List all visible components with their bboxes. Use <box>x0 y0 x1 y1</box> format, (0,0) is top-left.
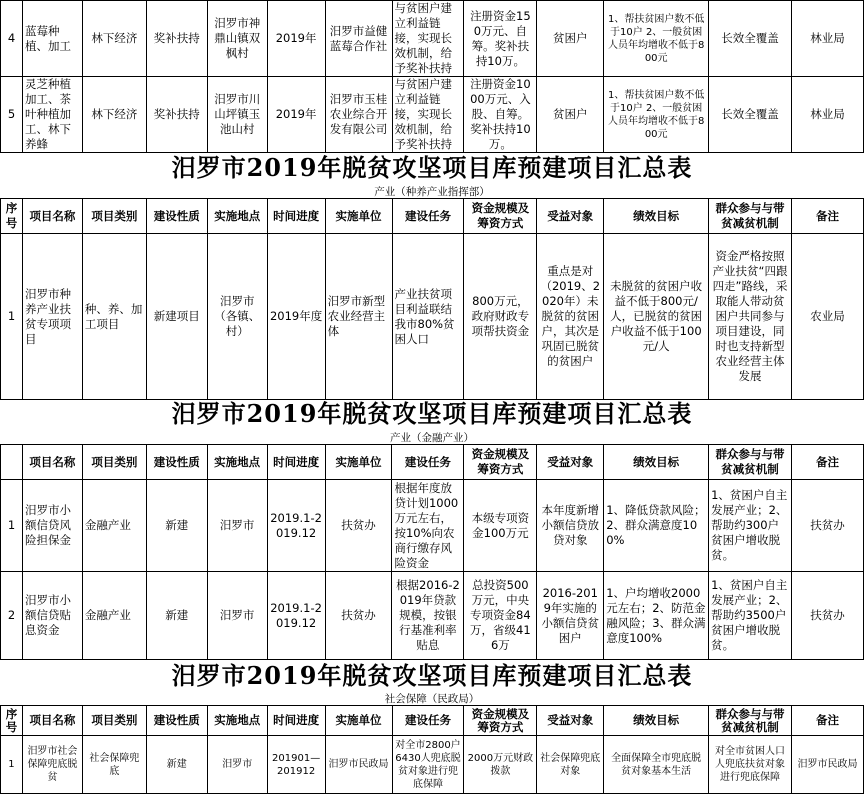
cell-place: 汨罗市（各镇、村） <box>207 234 267 400</box>
cell-time: 2019年度 <box>267 234 325 400</box>
cell-type: 林下经济 <box>82 77 146 153</box>
header-cell: 建设性质 <box>146 199 207 234</box>
cell-place: 汨罗市 <box>207 480 267 572</box>
cell-mass: 对全市贫困人口人兜底扶贫对象进行兜底保障 <box>709 736 792 794</box>
cell-place: 汨罗市川山坪镇玉池山村 <box>207 77 267 153</box>
header-cell: 项目类别 <box>82 706 146 736</box>
header-cell: 受益对象 <box>537 445 604 480</box>
header-cell: 建设性质 <box>146 706 207 736</box>
cell-target: 本年度新增小额信贷放贷对象 <box>537 480 604 572</box>
cell-unit: 汨罗市玉桂农业综合开发有限公司 <box>325 77 392 153</box>
section-title: 汨罗市2019年脱贫攻坚项目库预建项目汇总表 <box>171 661 693 690</box>
header-cell: 项目名称 <box>22 199 82 234</box>
section-title: 汨罗市2019年脱贫攻坚项目库预建项目汇总表 <box>171 399 693 428</box>
cell-fund: 800万元，政府财政专项帮扶资金 <box>464 234 537 400</box>
table-row <box>1 77 864 153</box>
cell-nature: 奖补扶持 <box>146 77 207 153</box>
header-cell: 绩效目标 <box>604 706 709 736</box>
cell-mass: 长效全覆盖 <box>709 77 792 153</box>
cell-mass: 1、贫困户自主发展产业；2、帮助约3500户贫困户增收脱贫。 <box>709 572 792 660</box>
section-subtitle: 产业（种养产业指挥部） <box>374 186 490 198</box>
cell-note: 汨罗市民政局 <box>792 736 864 794</box>
cell-task: 与贫困户建立利益链接，实现长效机制，给予奖补扶持 <box>392 1 464 77</box>
cell-name: 灵芝种植加工、茶叶种植加工、林下养蜂 <box>22 77 82 153</box>
cell-type: 种、养、加工项目 <box>82 234 146 400</box>
header-cell: 序号 <box>1 199 23 234</box>
cell-nature: 新建项目 <box>146 234 207 400</box>
header-cell: 群众参与与带贫减贫机制 <box>709 706 792 736</box>
table-header-row <box>1 706 864 736</box>
cell-name: 汨罗市种养产业扶贫专项项目 <box>22 234 82 400</box>
section-title: 汨罗市2019年脱贫攻坚项目库预建项目汇总表 <box>171 153 693 182</box>
cell-unit: 扶贫办 <box>325 572 392 660</box>
cell-target: 社会保障兜底对象 <box>537 736 604 794</box>
header-cell: 资金规模及筹资方式 <box>464 706 537 736</box>
cell-goal: 1、降低贷款风险；2、群众满意度100% <box>604 480 709 572</box>
header-cell <box>1 445 23 480</box>
header-cell: 受益对象 <box>537 199 604 234</box>
header-cell: 建设性质 <box>146 445 207 480</box>
cell-task: 根据年度放贷计划1000万元左右，按10%向农商行缴存风险资金 <box>392 480 464 572</box>
header-cell: 群众参与与带贫减贫机制 <box>709 445 792 480</box>
cell-nature: 新建 <box>146 480 207 572</box>
table-row <box>1 1 864 77</box>
top-table <box>0 0 864 153</box>
header-cell: 资金规模及筹资方式 <box>464 199 537 234</box>
cell-mass: 资金严格按照产业扶贫“四跟四走”路线，采取能人带动贫困户共同参与项目建设，同时也支持新型农业经营主体发展 <box>709 234 792 400</box>
cell-no: 2 <box>1 572 23 660</box>
header-cell: 资金规模及筹资方式 <box>464 445 537 480</box>
cell-target: 贫困户 <box>537 1 604 77</box>
header-cell: 项目类别 <box>82 445 146 480</box>
cell-unit: 汨罗市新型农业经营主体 <box>325 234 392 400</box>
section-subtitle: 产业（金融产业） <box>390 432 474 444</box>
header-cell: 实施地点 <box>207 445 267 480</box>
cell-name: 汨罗市小额信贷贴息资金 <box>22 572 82 660</box>
header-cell: 建设任务 <box>392 706 464 736</box>
cell-target: 重点是对（2019、2020年）未脱贫的贫困户，其次是巩固已脱贫的贫困户 <box>537 234 604 400</box>
cell-time: 2019年 <box>267 1 325 77</box>
cell-no: 5 <box>1 77 23 153</box>
cell-no: 1 <box>1 480 23 572</box>
cell-fund: 注册资金1000万元、入股、自筹。奖补扶持10万。 <box>464 77 537 153</box>
cell-no: 4 <box>1 1 23 77</box>
cell-no: 1 <box>1 736 23 794</box>
header-cell: 建设任务 <box>392 445 464 480</box>
header-cell: 项目类别 <box>82 199 146 234</box>
cell-type: 金融产业 <box>82 572 146 660</box>
cell-goal: 全面保障全市兜底脱贫对象基本生活 <box>604 736 709 794</box>
header-cell: 序号 <box>1 706 23 736</box>
table-header-row <box>1 199 864 234</box>
cell-time: 2019.1-2019.12 <box>267 480 325 572</box>
header-cell: 时间进度 <box>267 445 325 480</box>
cell-unit: 扶贫办 <box>325 480 392 572</box>
cell-time: 2019年 <box>267 77 325 153</box>
cell-note: 扶贫办 <box>791 572 863 660</box>
header-cell: 实施单位 <box>325 445 392 480</box>
section-table <box>0 705 864 794</box>
cell-place: 汨罗市 <box>207 572 267 660</box>
cell-fund: 本级专项资金100万元 <box>464 480 537 572</box>
cell-note: 林业局 <box>792 77 864 153</box>
table-header-row <box>1 445 864 480</box>
cell-note: 扶贫办 <box>791 480 863 572</box>
header-cell: 时间进度 <box>267 199 325 234</box>
header-cell: 备注 <box>791 445 863 480</box>
cell-task: 根据2016-2019年贷款规模，按银行基准利率贴息 <box>392 572 464 660</box>
header-cell: 备注 <box>792 199 864 234</box>
cell-target: 2016-2019年实施的小额信贷贫困户 <box>537 572 604 660</box>
cell-type: 社会保障兜底 <box>82 736 146 794</box>
cell-note: 林业局 <box>792 1 864 77</box>
cell-place: 汨罗市 <box>207 736 267 794</box>
header-cell: 实施单位 <box>325 706 392 736</box>
cell-time: 2019.1-2019.12 <box>267 572 325 660</box>
cell-task: 产业扶贫项目利益联结我市80%贫困人口 <box>392 234 464 400</box>
cell-fund: 注册资金150万元、自筹。奖补扶持10万。 <box>464 1 537 77</box>
cell-target: 贫困户 <box>537 77 604 153</box>
header-cell: 建设任务 <box>392 199 464 234</box>
table-row <box>1 234 864 400</box>
cell-goal: 1、户均增收2000元左右；2、防范金融风险；3、群众满意度100% <box>604 572 709 660</box>
section-table <box>0 444 864 660</box>
header-cell: 备注 <box>792 706 864 736</box>
cell-nature: 新建 <box>146 572 207 660</box>
cell-name: 汨罗市社会保障兜底脱贫 <box>22 736 82 794</box>
header-cell: 受益对象 <box>537 706 604 736</box>
cell-task: 对全市2800户6430人兜底脱贫对象进行兜底保障 <box>392 736 464 794</box>
table-row <box>1 572 864 660</box>
table-row <box>1 480 864 572</box>
cell-time: 201901—201912 <box>267 736 325 794</box>
cell-unit: 汨罗市益健蓝莓合作社 <box>325 1 392 77</box>
cell-goal: 1、帮扶贫困户数不低于10户 2、一般贫困人员年均增收不低于800元 <box>604 77 709 153</box>
section-table <box>0 198 864 400</box>
cell-unit: 汨罗市民政局 <box>325 736 392 794</box>
cell-nature: 奖补扶持 <box>146 1 207 77</box>
header-cell: 绩效目标 <box>604 445 709 480</box>
header-cell: 绩效目标 <box>604 199 709 234</box>
header-cell: 群众参与与带贫减贫机制 <box>709 199 792 234</box>
table-row <box>1 736 864 794</box>
cell-type: 金融产业 <box>82 480 146 572</box>
cell-nature: 新建 <box>146 736 207 794</box>
cell-no: 1 <box>1 234 23 400</box>
header-cell: 项目名称 <box>22 445 82 480</box>
header-cell: 实施地点 <box>207 706 267 736</box>
header-cell: 实施地点 <box>207 199 267 234</box>
cell-type: 林下经济 <box>82 1 146 77</box>
header-cell: 项目名称 <box>22 706 82 736</box>
cell-task: 与贫困户建立利益链接，实现长效机制，给予奖补扶持 <box>392 77 464 153</box>
header-cell: 实施单位 <box>325 199 392 234</box>
cell-mass: 长效全覆盖 <box>709 1 792 77</box>
cell-note: 农业局 <box>792 234 864 400</box>
cell-name: 蓝莓种植、加工 <box>22 1 82 77</box>
cell-goal: 未脱贫的贫困户收益不低于800元/人，已脱贫的贫困户收益不低于100元/人 <box>604 234 709 400</box>
cell-mass: 1、贫困户自主发展产业；2、帮助约300户贫困户增收脱贫。 <box>709 480 792 572</box>
cell-name: 汨罗市小额信贷风险担保金 <box>22 480 82 572</box>
cell-fund: 2000万元财政拨款 <box>464 736 537 794</box>
cell-fund: 总投资500万元，中央专项资金84万，省级416万 <box>464 572 537 660</box>
header-cell: 时间进度 <box>267 706 325 736</box>
section-subtitle: 社会保障（民政局） <box>384 693 480 705</box>
cell-goal: 1、帮扶贫困户数不低于10户 2、一般贫困人员年均增收不低于800元 <box>604 1 709 77</box>
cell-place: 汨罗市神鼎山镇双枫村 <box>207 1 267 77</box>
